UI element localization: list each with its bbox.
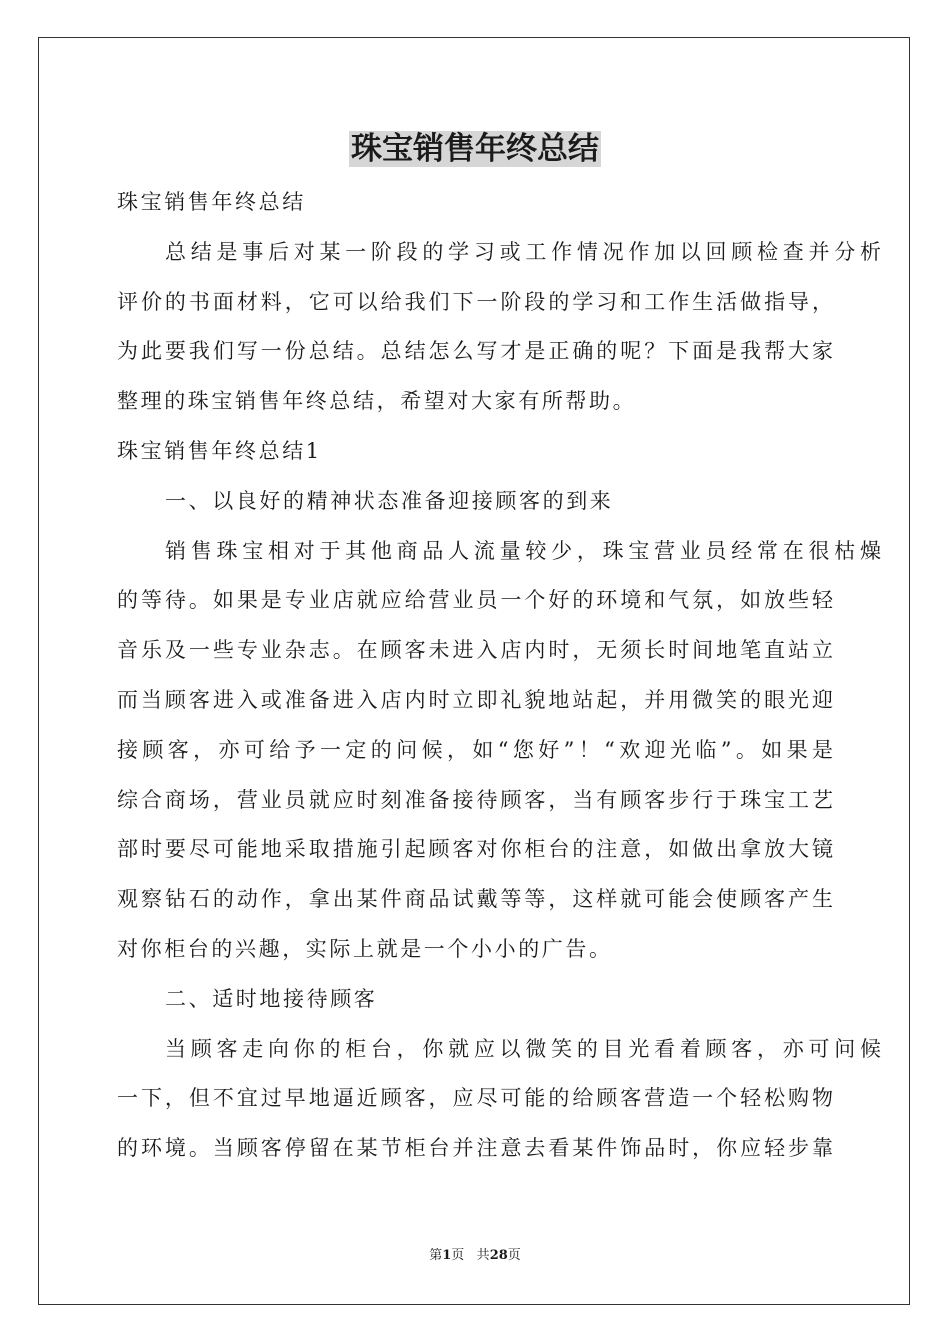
document-body	[117, 178, 881, 1174]
paragraph-line: 音乐及一些专业杂志。在顾客未进入店内时，无须长时间地笔直站立	[117, 638, 833, 663]
paragraph-line: 综合商场，营业员就应时刻准备接待顾客，当有顾客步行于珠宝工艺	[117, 787, 833, 812]
paragraph-line: 的等待。如果是专业店就应给营业员一个好的环境和气氛，如放些轻	[117, 588, 833, 613]
intro-line: 为此要我们写一份总结。总结怎么写才是正确的呢？下面是我帮大家	[117, 339, 833, 364]
subtitle: 珠宝销售年终总结	[117, 190, 306, 214]
paragraph-line: 对你柜台的兴趣，实际上就是一个小小的广告。	[117, 936, 613, 961]
intro-line: 评价的书面材料，它可以给我们下一阶段的学习和工作生活做指导，	[117, 289, 833, 314]
intro-line: 总结是事后对某一阶段的学习或工作情况作加以回顾检查并分析	[165, 239, 881, 264]
page-footer	[0, 1247, 950, 1265]
paragraph-line: 销售珠宝相对于其他商品人流量较少，珠宝营业员经常在很枯燥	[165, 538, 881, 563]
paragraph-line: 而当顾客进入或准备进入店内时立即礼貌地站起，并用微笑的眼光迎	[117, 687, 833, 712]
paragraph-line: 的环境。当顾客停留在某节柜台并注意去看某件饰品时，你应轻步靠	[117, 1136, 833, 1161]
paragraph-line: 观察钻石的动作，拿出某件商品试戴等等，这样就可能会使顾客产生	[117, 887, 833, 912]
intro-line: 整理的珠宝销售年终总结，希望对大家有所帮助。	[117, 389, 637, 414]
section-heading: 二、适时地接待顾客	[165, 986, 378, 1011]
paragraph-line: 接顾客，亦可给予一定的问候，如“您好”！“欢迎光临”。如果是	[117, 737, 833, 762]
section-heading: 一、以良好的精神状态准备迎接顾客的到来	[165, 488, 614, 513]
total-pages: 28	[489, 1248, 508, 1263]
section-title: 珠宝销售年终总结1	[117, 438, 322, 463]
page-suffix: 页	[451, 1248, 465, 1263]
paragraph-line: 部时要尽可能地采取措施引起顾客对你柜台的注意，如做出拿放大镜	[117, 837, 833, 862]
paragraph-line: 当顾客走向你的柜台，你就应以微笑的目光看着顾客，亦可问候	[165, 1036, 881, 1061]
total-suffix: 页	[507, 1248, 521, 1263]
page-prefix: 第	[429, 1248, 443, 1263]
total-prefix: 共	[476, 1248, 490, 1263]
page-number: 1	[442, 1248, 452, 1263]
paragraph-line: 一下，但不宜过早地逼近顾客，应尽可能的给顾客营造一个轻松购物	[117, 1086, 833, 1111]
document-title-text: 珠宝销售年终总结	[351, 131, 599, 167]
document-title	[0, 127, 950, 171]
